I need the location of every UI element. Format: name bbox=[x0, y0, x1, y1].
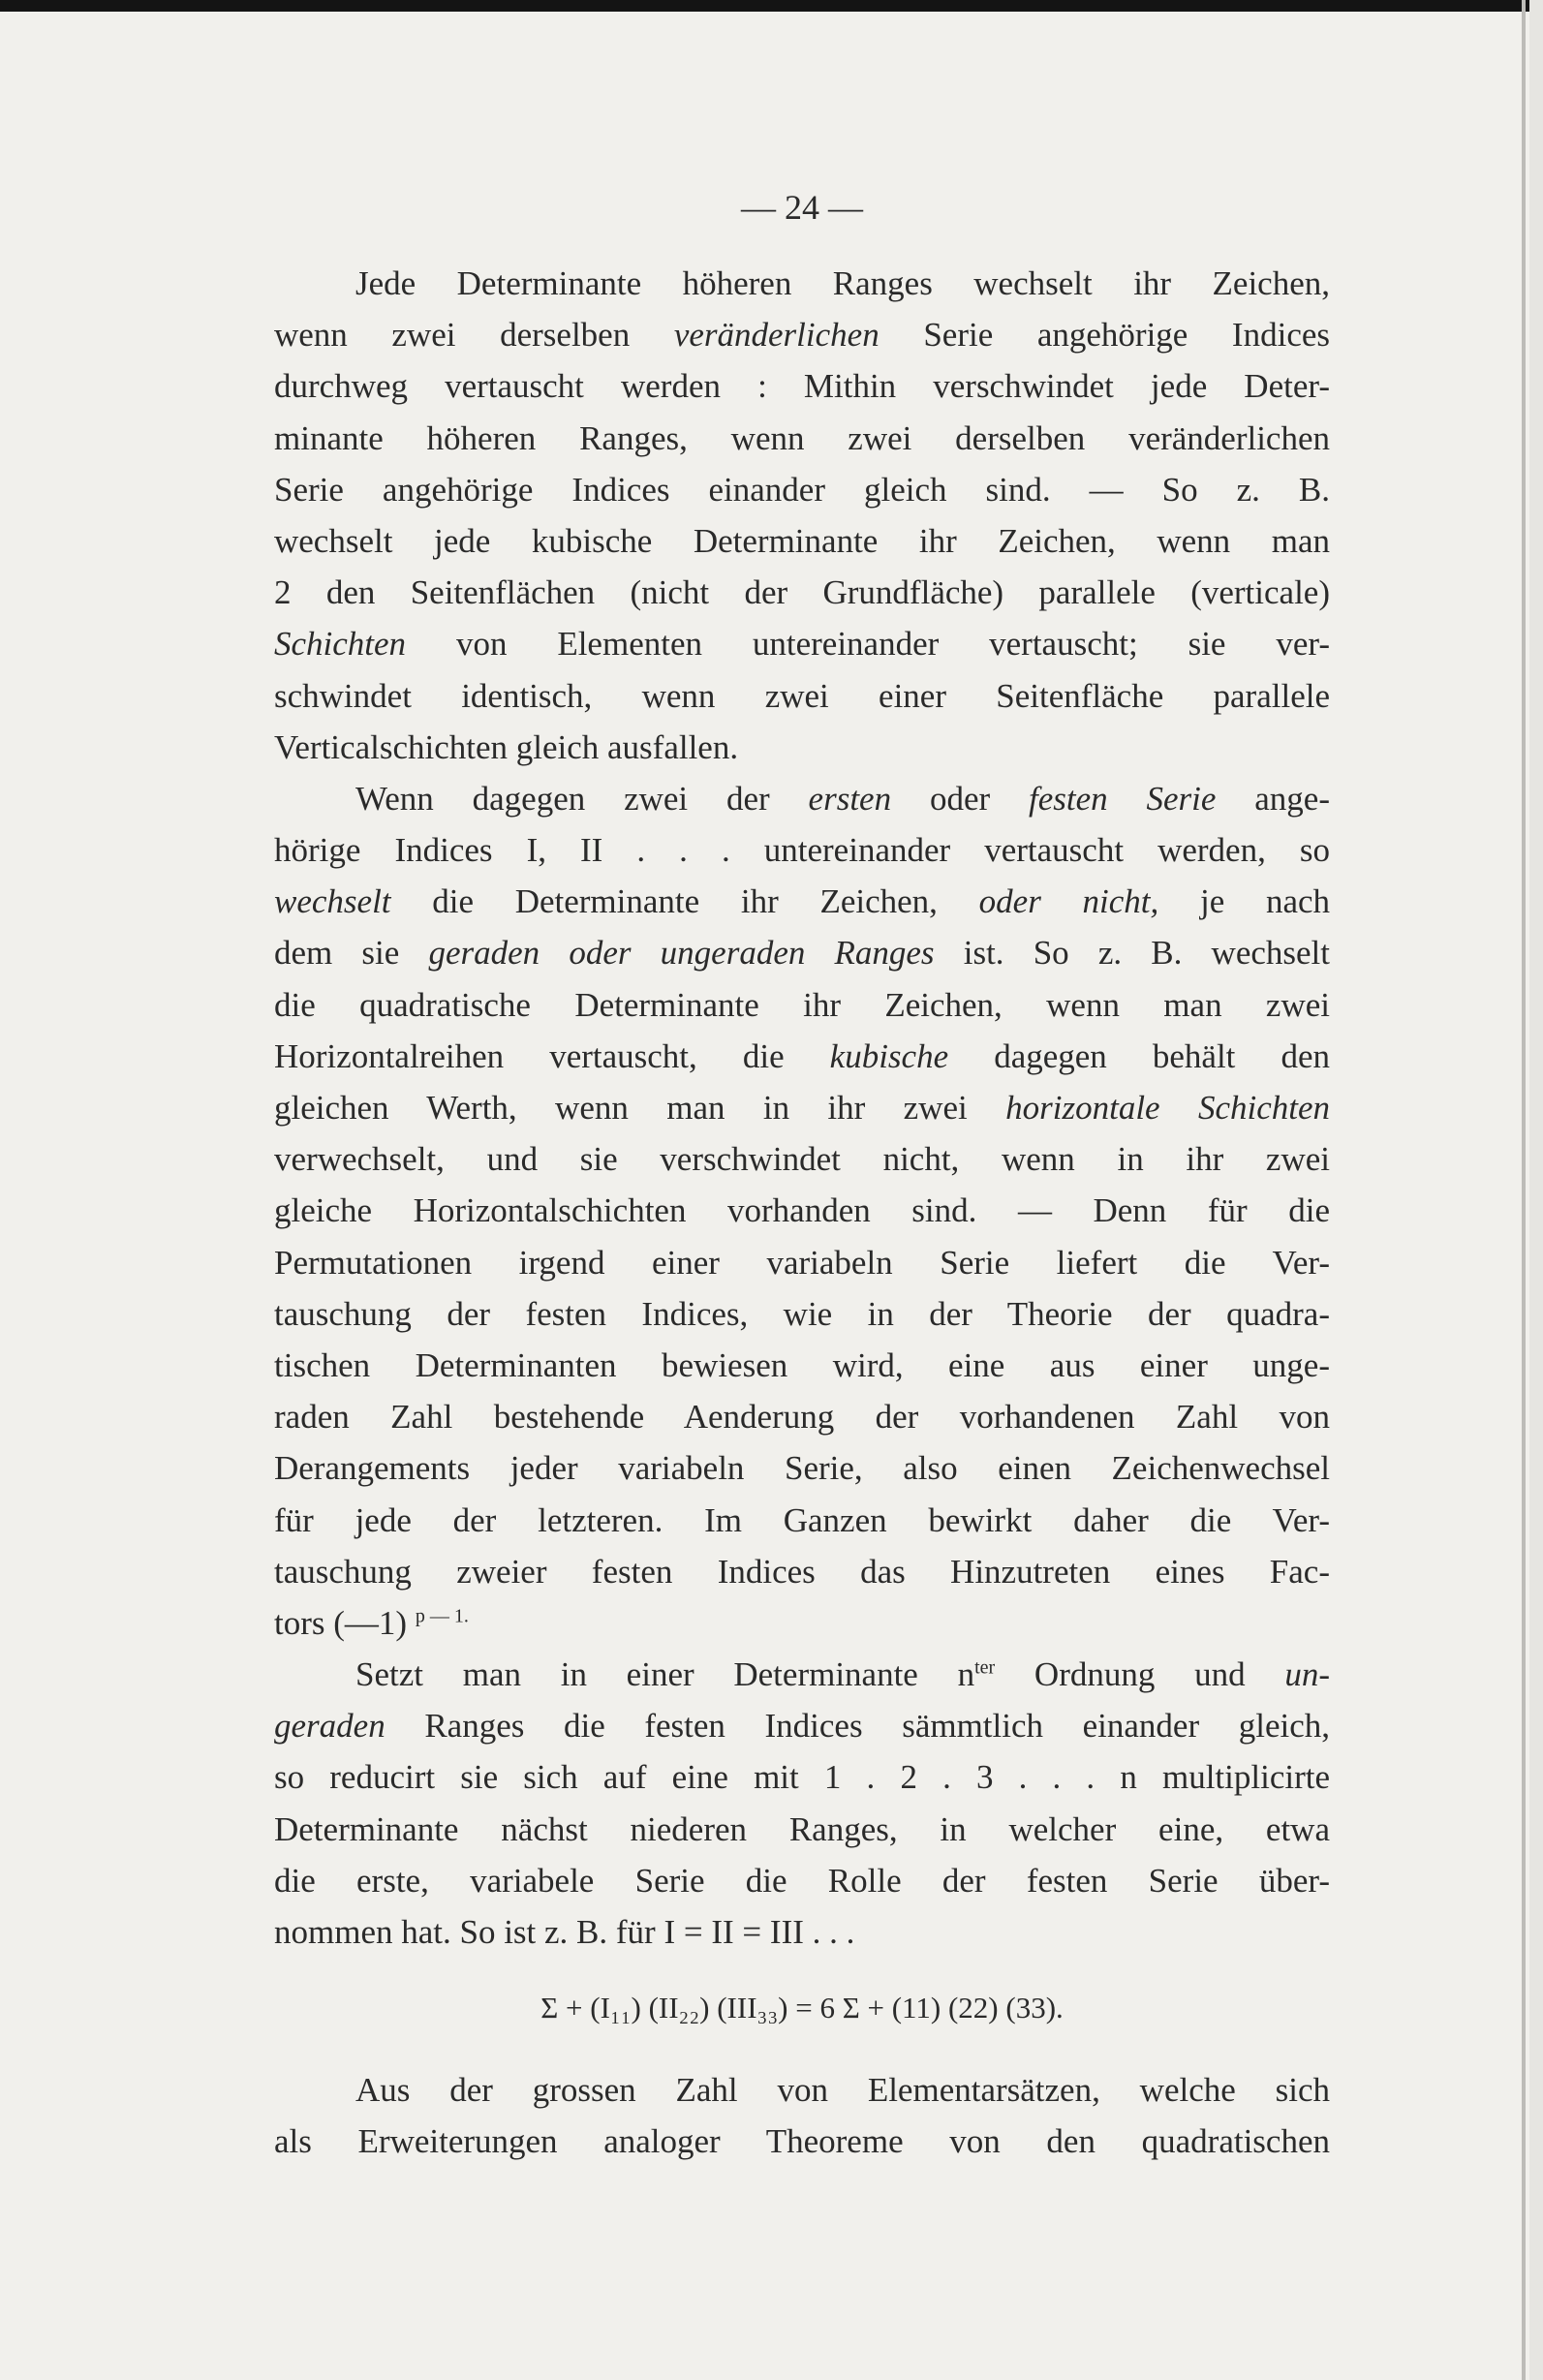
text-run: Verticalschichten gleich ausfallen. bbox=[274, 727, 739, 766]
text-run: ange- bbox=[1216, 779, 1330, 818]
text-run: Setzt man in einer Determinante n bbox=[355, 1655, 975, 1694]
text-line bbox=[274, 1237, 1330, 1288]
text-line bbox=[274, 1031, 1330, 1082]
text-run: Permutationen irgend einer variabeln Serie liefert die Ver- bbox=[274, 1243, 1330, 1282]
text-line bbox=[274, 309, 1330, 360]
text-run: verwechselt, und sie verschwindet nicht, wenn in ihr zwei bbox=[274, 1140, 1330, 1179]
italic-text: horizontale Schichten bbox=[1005, 1089, 1330, 1127]
italic-text: Schichten bbox=[274, 625, 407, 664]
text-line bbox=[274, 1649, 1330, 1700]
text-run: wenn zwei derselben bbox=[274, 316, 674, 355]
italic-text: un- bbox=[1284, 1655, 1330, 1694]
text-run: Derangements jeder variabeln Serie, also einen Zeichenwechsel bbox=[274, 1449, 1330, 1488]
superscript-text: ter bbox=[974, 1656, 996, 1679]
text-run: Ordnung und bbox=[995, 1655, 1285, 1694]
text-line bbox=[274, 1546, 1330, 1597]
text-run: tischen Determinanten bewiesen wird, eine aus einer unge- bbox=[274, 1345, 1330, 1384]
text-line bbox=[274, 1185, 1330, 1236]
text-line bbox=[274, 1391, 1330, 1442]
text-run: dagegen behält den bbox=[948, 1036, 1330, 1075]
text-line bbox=[274, 1133, 1330, 1185]
text-line bbox=[274, 258, 1330, 309]
text-line bbox=[274, 670, 1330, 722]
text-run: minante höheren Ranges, wenn zwei derselben veränderlichen bbox=[274, 418, 1330, 457]
text-run: Wenn dagegen zwei der bbox=[355, 779, 809, 818]
text-run: Ranges die festen Indices sämmtlich einander gleich, bbox=[385, 1707, 1330, 1746]
text-run: oder bbox=[891, 779, 1029, 818]
text-line bbox=[274, 979, 1330, 1031]
text-run: schwindet identisch, wenn zwei einer Seitenfläche parallele bbox=[274, 676, 1330, 715]
scan-top-border bbox=[0, 0, 1543, 12]
italic-text: kubische bbox=[829, 1036, 949, 1075]
text-line bbox=[274, 2064, 1330, 2116]
text-run: für jede der letzteren. Im Ganzen bewirkt daher die Ver- bbox=[274, 1500, 1330, 1539]
text-run: gleichen Werth, wenn man in ihr zwei bbox=[274, 1089, 1006, 1127]
text-run: tauschung zweier festen Indices das Hinzutreten eines Fac- bbox=[274, 1552, 1330, 1591]
text-run: von Elementen untereinander vertauscht; sie ver- bbox=[406, 625, 1330, 664]
page-body bbox=[274, 188, 1331, 2168]
text-line bbox=[274, 515, 1330, 567]
text-line bbox=[274, 1700, 1330, 1751]
text-line bbox=[274, 722, 1330, 773]
italic-text: veränderlichen bbox=[673, 316, 880, 355]
italic-text: festen Serie bbox=[1029, 779, 1217, 818]
text-line bbox=[274, 1751, 1330, 1803]
italic-text: oder nicht, bbox=[978, 882, 1159, 921]
text-run: wechselt jede kubische Determinante ihr Zeichen, wenn man bbox=[274, 521, 1330, 560]
text-line bbox=[274, 876, 1330, 927]
text-line bbox=[274, 618, 1330, 669]
scan-right-edge-line bbox=[1522, 0, 1526, 2380]
text-run: tors (—1) bbox=[274, 1603, 416, 1642]
text-run: als Erweiterungen analoger Theoreme von den quadratischen bbox=[274, 2122, 1330, 2161]
text-run: Determinante nächst niederen Ranges, in welcher eine, etwa bbox=[274, 1809, 1330, 1848]
text-line bbox=[274, 413, 1330, 464]
text-line bbox=[274, 1340, 1330, 1391]
text-run: die erste, variabele Serie die Rolle der festen Serie über- bbox=[274, 1861, 1330, 1900]
text-run: die quadratische Determinante ihr Zeichen, wenn man zwei bbox=[274, 985, 1330, 1024]
text-line bbox=[274, 1495, 1330, 1546]
text-run: je nach bbox=[1158, 882, 1331, 921]
text-line bbox=[274, 1442, 1330, 1494]
text-run: nommen hat. So ist z. B. für I = II = III . . . bbox=[274, 1913, 855, 1951]
superscript-text: p — 1. bbox=[415, 1605, 469, 1627]
italic-text: ersten bbox=[808, 779, 892, 818]
paragraphs-main bbox=[274, 258, 1330, 1958]
text-line bbox=[274, 1288, 1330, 1340]
text-line bbox=[274, 773, 1330, 824]
scan-right-margin bbox=[1529, 0, 1543, 2380]
text-line bbox=[274, 360, 1330, 412]
text-line bbox=[274, 1906, 1330, 1958]
italic-text: wechselt bbox=[274, 882, 391, 921]
text-line bbox=[274, 567, 1330, 618]
paragraphs-after bbox=[274, 2064, 1330, 2167]
text-run: Jede Determinante höheren Ranges wechselt ihr Zeichen, bbox=[355, 264, 1330, 302]
text-run: Horizontalreihen vertauscht, die bbox=[274, 1036, 830, 1075]
text-run: Serie angehörige Indices bbox=[879, 316, 1331, 355]
text-run: so reducirt sie sich auf eine mit 1 . 2 . 3 . . . n multiplicirte bbox=[274, 1758, 1330, 1797]
text-run: Aus der grossen Zahl von Elementarsätzen, welche sich bbox=[355, 2071, 1330, 2110]
text-line bbox=[274, 1804, 1330, 1855]
text-run: Serie angehörige Indices einander gleich sind. — So z. B. bbox=[274, 470, 1330, 509]
text-line bbox=[274, 824, 1330, 876]
text-run: durchweg vertauscht werden : Mithin verschwindet jede Deter- bbox=[274, 367, 1330, 406]
text-run: hörige Indices I, II . . . untereinander vertauscht werden, so bbox=[274, 831, 1330, 870]
page-number: — 24 — bbox=[741, 188, 863, 227]
text-run: ist. So z. B. wechselt bbox=[934, 934, 1331, 973]
text-run: gleiche Horizontalschichten vorhanden sind. — Denn für die bbox=[274, 1191, 1330, 1230]
text-line bbox=[274, 2116, 1330, 2167]
text-line bbox=[274, 1082, 1330, 1133]
text-run: raden Zahl bestehende Aenderung der vorhandenen Zahl von bbox=[274, 1398, 1330, 1437]
text-line bbox=[274, 1855, 1330, 1906]
text-run: die Determinante ihr Zeichen, bbox=[390, 882, 979, 921]
italic-text: geraden oder ungeraden Ranges bbox=[428, 934, 935, 973]
italic-text: geraden bbox=[274, 1707, 386, 1746]
text-line bbox=[274, 927, 1330, 978]
text-run: dem sie bbox=[274, 934, 429, 973]
text-run: 2 den Seitenflächen (nicht der Grundfläche) parallele (verticale) bbox=[274, 573, 1330, 612]
text-line bbox=[274, 464, 1330, 515]
text-run: tauschung der festen Indices, wie in der Theorie der quadra- bbox=[274, 1294, 1330, 1333]
text-line bbox=[274, 1597, 1330, 1649]
formula: Σ + (I₁₁) (II₂₂) (III₃₃) = 6 Σ + (11) (22) (33). bbox=[540, 1991, 1064, 2025]
